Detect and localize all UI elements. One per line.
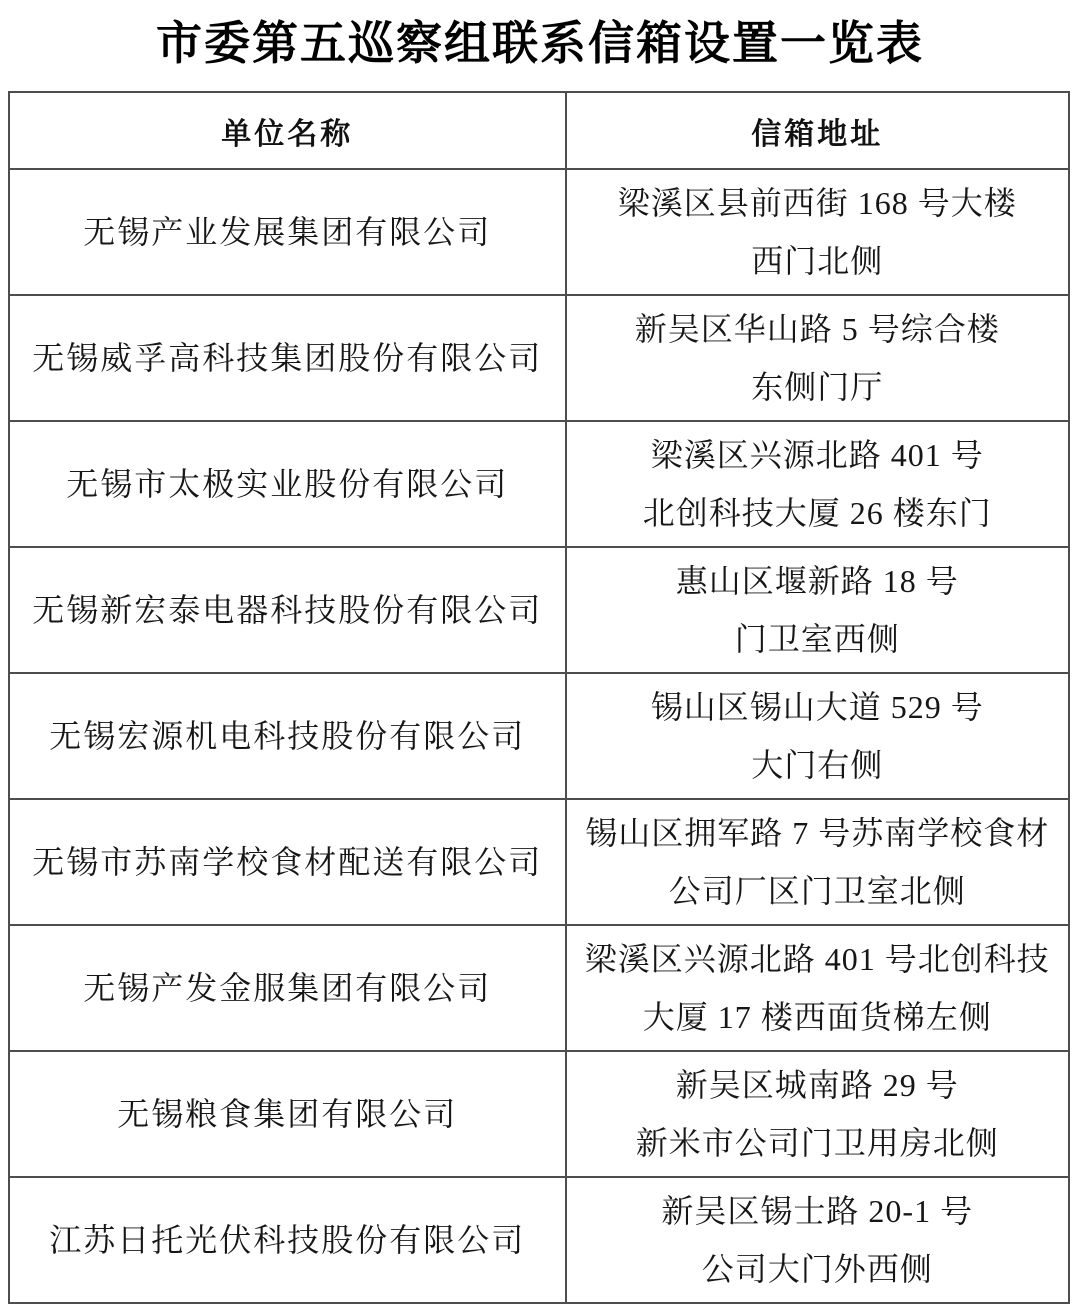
unit-name-cell — [9, 169, 566, 295]
page-title: 市委第五巡察组联系信箱设置一览表 — [156, 18, 924, 69]
column-header-mailbox-address: 信箱地址 — [566, 92, 1070, 169]
unit-name-cell — [9, 673, 566, 799]
table-row — [9, 1051, 1069, 1177]
table-row — [9, 295, 1069, 421]
table-row — [9, 925, 1069, 1051]
unit-name-cell — [9, 295, 566, 421]
mailbox-address-line: 新吴区锡士路 20-1 号 — [661, 1193, 974, 1229]
mailbox-address-line: 梁溪区县前西街 168 号大楼 — [617, 185, 1017, 221]
unit-name-text: 无锡威孚高科技集团股份有限公司 — [32, 340, 543, 376]
mailbox-address-line: 北创科技大厦 26 楼东门 — [642, 495, 992, 531]
unit-name-cell — [9, 1051, 566, 1177]
mailbox-address-cell — [566, 1051, 1070, 1177]
unit-name-text: 无锡新宏泰电器科技股份有限公司 — [32, 592, 543, 628]
mailbox-address-line: 门卫室西侧 — [734, 621, 900, 657]
mailbox-address-line: 大门右侧 — [751, 747, 884, 783]
column-header-unit-name: 单位名称 — [9, 92, 566, 169]
mailbox-table — [8, 91, 1070, 1304]
mailbox-address-line: 公司大门外西侧 — [701, 1251, 933, 1287]
mailbox-address-cell — [566, 799, 1070, 925]
unit-name-cell — [9, 799, 566, 925]
mailbox-address-cell — [566, 925, 1070, 1051]
mailbox-address-cell — [566, 673, 1070, 799]
mailbox-address-line: 梁溪区兴源北路 401 号 — [650, 437, 984, 473]
unit-name-text: 无锡市太极实业股份有限公司 — [66, 466, 509, 502]
unit-name-text: 无锡产业发展集团有限公司 — [83, 214, 492, 250]
mailbox-address-line: 惠山区堰新路 18 号 — [675, 563, 959, 599]
table-row — [9, 1177, 1069, 1303]
mailbox-address-line: 大厦 17 楼西面货梯左侧 — [642, 999, 992, 1035]
table-body — [9, 169, 1069, 1303]
mailbox-address-line: 锡山区锡山大道 529 号 — [650, 689, 984, 725]
table-row — [9, 421, 1069, 547]
mailbox-address-line: 锡山区拥军路 7 号苏南学校食材 — [585, 815, 1050, 851]
unit-name-text: 无锡粮食集团有限公司 — [117, 1096, 458, 1132]
mailbox-address-cell — [566, 295, 1070, 421]
table-row — [9, 673, 1069, 799]
unit-name-text: 无锡产发金服集团有限公司 — [83, 970, 492, 1006]
unit-name-cell — [9, 547, 566, 673]
mailbox-address-cell — [566, 547, 1070, 673]
unit-name-cell — [9, 925, 566, 1051]
header-row — [9, 92, 1069, 169]
table-row — [9, 547, 1069, 673]
mailbox-address-line: 西门北侧 — [751, 243, 884, 279]
mailbox-address-line: 新吴区华山路 5 号综合楼 — [634, 311, 1000, 347]
unit-name-text: 无锡宏源机电科技股份有限公司 — [49, 718, 526, 754]
table-row — [9, 169, 1069, 295]
unit-name-text: 无锡市苏南学校食材配送有限公司 — [32, 844, 543, 880]
mailbox-address-cell — [566, 1177, 1070, 1303]
table-row — [9, 799, 1069, 925]
mailbox-address-line: 公司厂区门卫室北侧 — [668, 873, 966, 909]
mailbox-address-line: 梁溪区兴源北路 401 号北创科技 — [584, 941, 1050, 977]
mailbox-address-line: 新吴区城南路 29 号 — [675, 1067, 959, 1103]
mailbox-address-cell — [566, 169, 1070, 295]
mailbox-address-cell — [566, 421, 1070, 547]
mailbox-address-line: 东侧门厅 — [751, 369, 884, 405]
mailbox-address-line: 新米市公司门卫用房北侧 — [635, 1125, 999, 1161]
unit-name-cell — [9, 421, 566, 547]
unit-name-cell — [9, 1177, 566, 1303]
unit-name-text: 江苏日托光伏科技股份有限公司 — [49, 1222, 526, 1258]
